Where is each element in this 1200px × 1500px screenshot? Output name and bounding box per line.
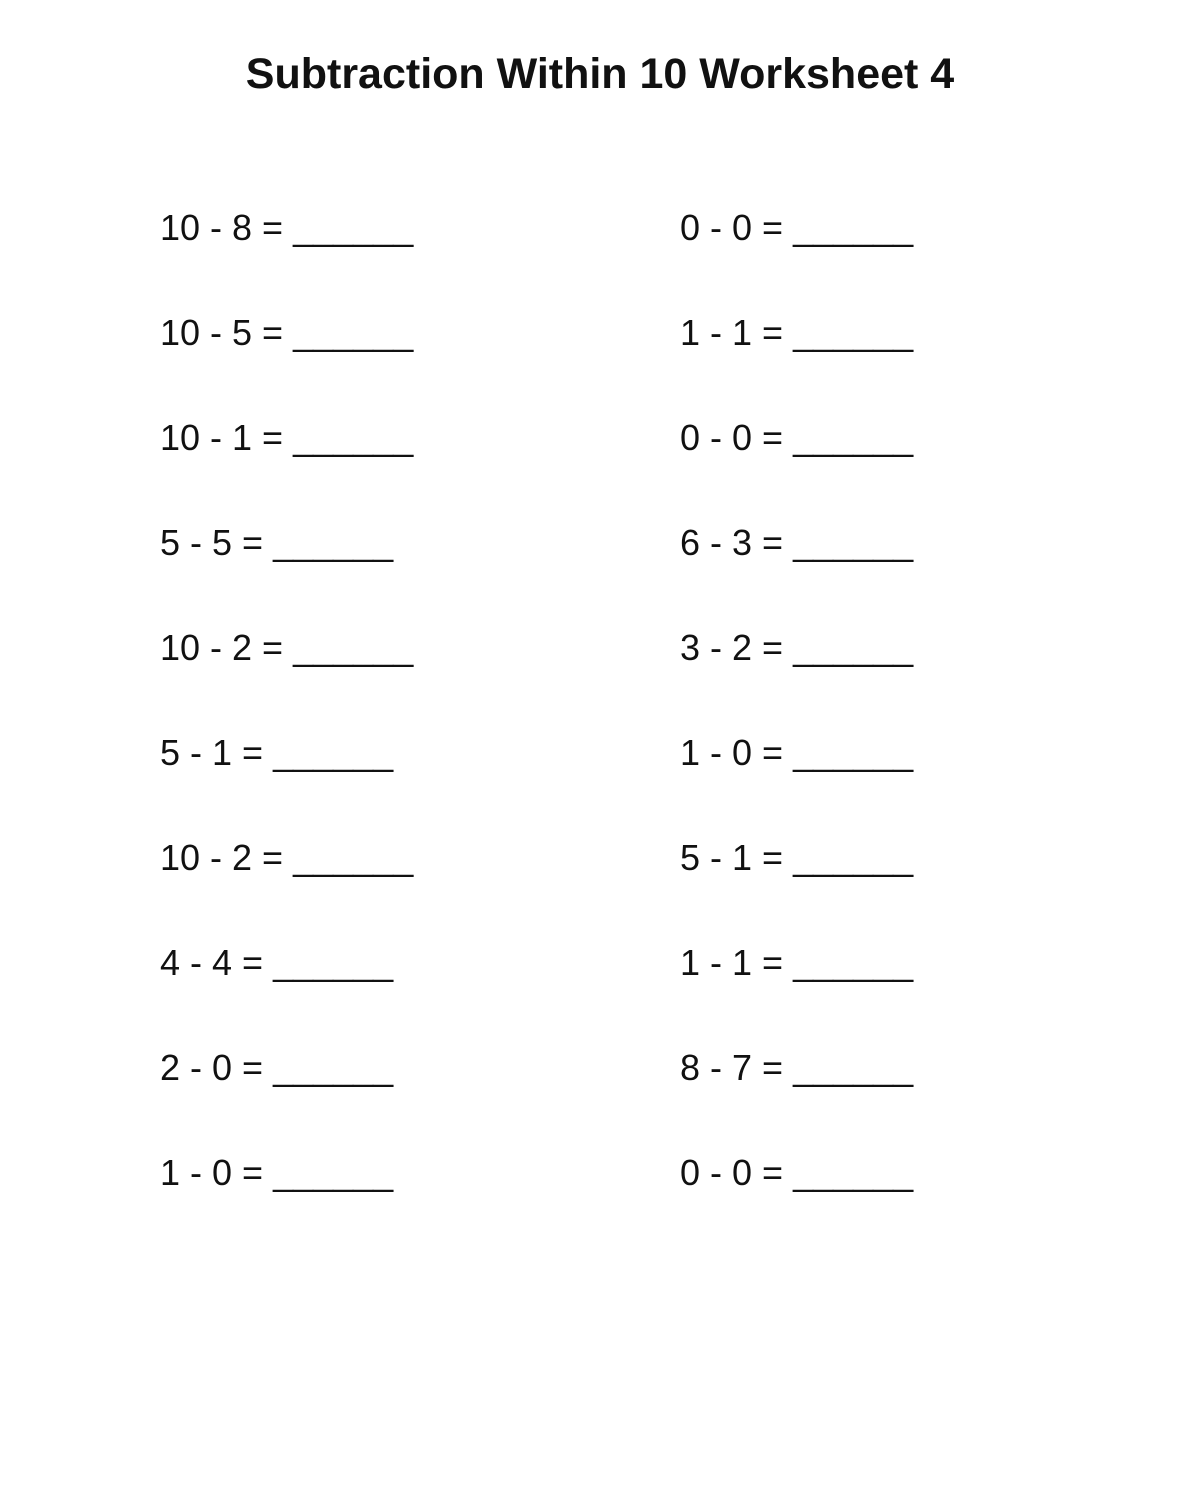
problem-left-5: 10 - 2 = ______ — [160, 627, 414, 668]
problem-left-8: 4 - 4 = ______ — [160, 942, 394, 983]
page-title: Subtraction Within 10 Worksheet 4 — [245, 50, 955, 98]
problem-left-1: 10 - 8 = ______ — [160, 207, 414, 248]
problem-left-7: 10 - 2 = ______ — [160, 837, 414, 878]
problem-right-6: 1 - 0 = ______ — [680, 732, 914, 773]
problem-left-6: 5 - 1 = ______ — [160, 732, 394, 773]
problem-right-8: 1 - 1 = ______ — [680, 942, 914, 983]
problem-right-2: 1 - 1 = ______ — [680, 312, 914, 353]
problem-left-3: 10 - 1 = ______ — [160, 417, 414, 458]
problem-right-7: 5 - 1 = ______ — [680, 837, 914, 878]
problem-right-5: 3 - 2 = ______ — [680, 627, 914, 668]
problem-left-9: 2 - 0 = ______ — [160, 1047, 394, 1088]
problem-left-10: 1 - 0 = ______ — [160, 1152, 394, 1193]
problem-right-4: 6 - 3 = ______ — [680, 522, 914, 563]
problem-right-3: 0 - 0 = ______ — [680, 417, 914, 458]
problem-left-2: 10 - 5 = ______ — [160, 312, 414, 353]
problem-right-9: 8 - 7 = ______ — [680, 1047, 914, 1088]
problem-right-10: 0 - 0 = ______ — [680, 1152, 914, 1193]
problem-right-1: 0 - 0 = ______ — [680, 207, 914, 248]
problem-left-4: 5 - 5 = ______ — [160, 522, 394, 563]
